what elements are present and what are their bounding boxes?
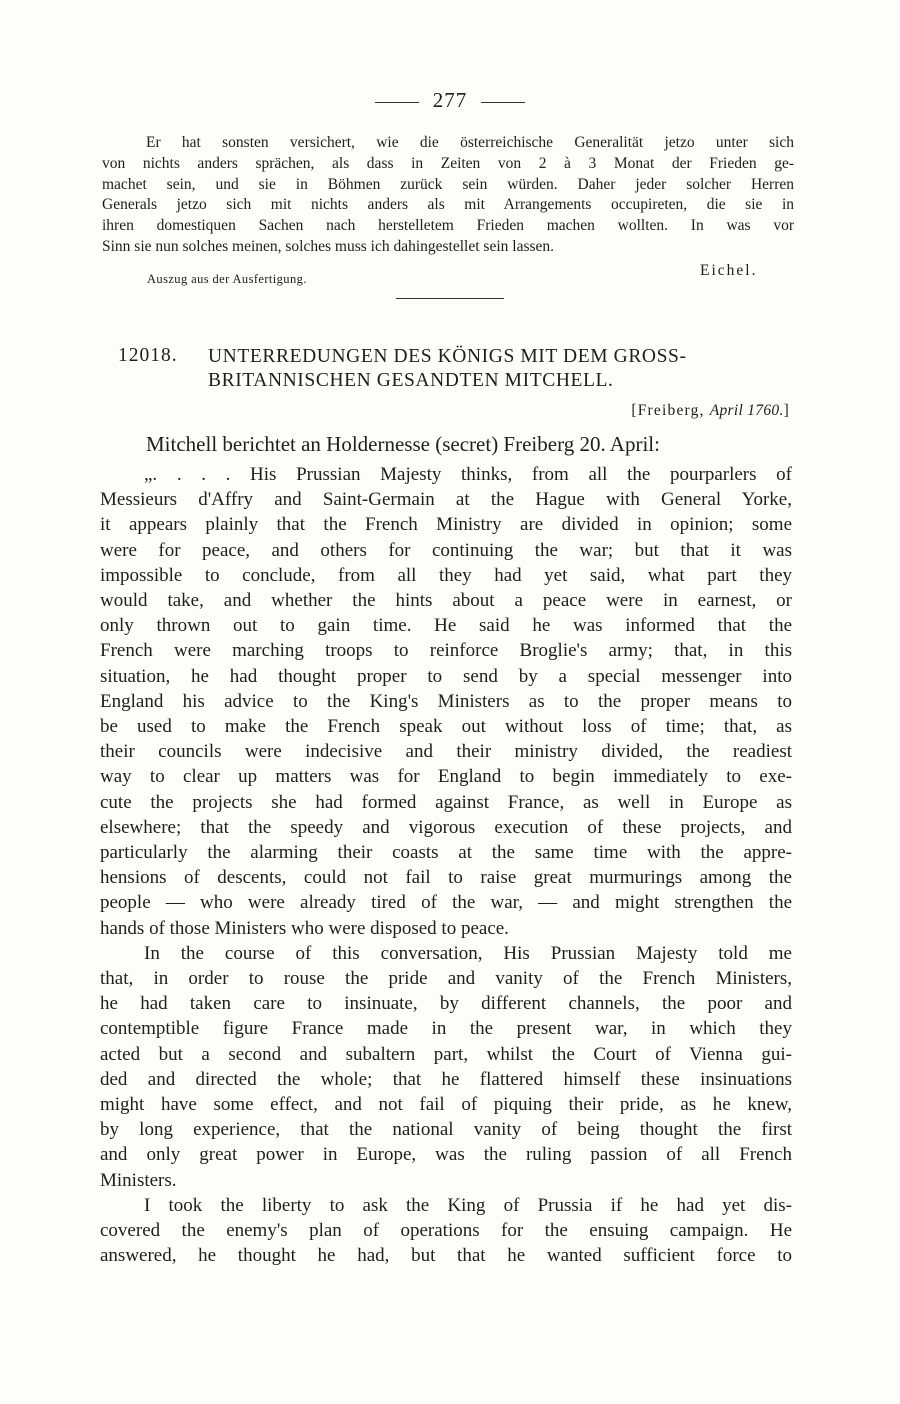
body-line: „. . . . His Prussian Majesty thinks, from all the pourparlers of <box>144 464 792 485</box>
body-line: particularly the alarming their coasts at the same time with the appre- <box>100 842 792 864</box>
body-line: by long experience, that the national vanity of being thought the first <box>100 1119 792 1141</box>
letter-line: machet sein, und sie in Böhmen zurück sein würden. Daher jeder solcher Herren <box>102 175 794 193</box>
body-line: were for peace, and others for continuing the war; but that it was <box>100 539 792 561</box>
body-line: he had taken care to insinuate, by different channels, the poor and <box>100 993 792 1015</box>
body-line: contemptible figure France made in the present war, in which they <box>100 1018 792 1040</box>
letter-end-paragraph <box>102 133 794 258</box>
body-line: people — who were already tired of the war, — and might strengthen the <box>100 892 792 914</box>
document-title <box>208 345 788 393</box>
place-date-close: ] <box>783 402 790 419</box>
body-line: hands of those Ministers who were disposed to peace. <box>100 917 509 939</box>
page-header <box>0 88 900 113</box>
page-number: 277 <box>432 88 468 112</box>
body-line: their councils were indecisive and their ministry divided, the readiest <box>100 741 792 763</box>
body-line: Messieurs d'Affry and Saint-Germain at the Hague with General Yorke, <box>100 489 792 511</box>
letter-line: ihren domestiquen Sachen nach herstelletem Frieden machen wollten. In was vor <box>102 217 794 235</box>
body-line: covered the enemy's plan of operations for the ensuing campaign. He <box>100 1220 792 1242</box>
title-line: BRITANNISCHEN GESANDTEN MITCHELL. <box>208 370 614 391</box>
body-line: I took the liberty to ask the King of Prussia if he had yet dis- <box>144 1194 792 1216</box>
body-line: would take, and whether the hints about a peace were in earnest, or <box>100 590 792 612</box>
body-line: that, in order to rouse the pride and vanity of the French Ministers, <box>100 968 792 990</box>
body-line: be used to make the French speak out without loss of time; that, as <box>100 716 792 738</box>
place-date-italic: April 1760. <box>709 402 784 419</box>
body-line: In the course of this conversation, His Prussian Majesty told me <box>144 942 792 964</box>
body-line: answered, he thought he had, but that he wanted sufficient force to <box>100 1245 792 1267</box>
source-note: Auszug aus der Ausfertigung. <box>147 272 307 286</box>
letter-line: Sinn sie nun solches meinen, solches muss ich dahingestellet sein lassen. <box>102 237 555 255</box>
body-line: only thrown out to gain time. He said he was informed that the <box>100 615 792 637</box>
letter-line: von nichts anders sprächen, als dass in Zeiten von 2 à 3 Monat der Frieden ge- <box>102 154 794 172</box>
place-date-open: [Freiberg, <box>631 402 710 419</box>
signature: Eichel. <box>700 262 758 279</box>
section-divider <box>396 298 504 299</box>
document-number: 12018. <box>118 345 178 366</box>
body-line: Ministers. <box>100 1169 177 1191</box>
body-line: way to clear up matters was for England to begin immediately to exe- <box>100 766 792 788</box>
report-body <box>100 462 792 1269</box>
body-line: it appears plainly that the French Ministry are divided in opinion; some <box>100 514 792 536</box>
body-line: elsewhere; that the speedy and vigorous execution of these projects, and <box>100 816 792 838</box>
body-line: and only great power in Europe, was the ruling passion of all French <box>100 1144 792 1166</box>
report-intro: Mitchell berichtet an Holdernesse (secret) Freiberg 20. April: <box>146 432 660 456</box>
header-dash-right <box>481 102 525 103</box>
body-line: impossible to conclude, from all they had yet said, what part they <box>100 564 792 586</box>
body-line: ded and directed the whole; that he flattered himself these insinuations <box>100 1068 792 1090</box>
letter-line: Er hat sonsten versichert, wie die österreichische Generalität jetzo unter sich <box>146 134 794 151</box>
body-line: acted but a second and subaltern part, whilst the Court of Vienna gui- <box>100 1043 792 1065</box>
letter-line: Generals jetzo sich mit nichts anders als mit Arrangements occupireten, die sie in <box>102 196 794 214</box>
title-line: UNTERREDUNGEN DES KÖNIGS MIT DEM GROSS- <box>208 346 687 367</box>
body-line: cute the projects she had formed against France, as well in Europe as <box>100 791 792 813</box>
place-date <box>560 402 790 420</box>
body-line: hensions of descents, could not fail to raise great murmurings among the <box>100 867 792 889</box>
header-dash-left <box>375 102 419 103</box>
body-line: England his advice to the King's Ministers as to the proper means to <box>100 690 792 712</box>
body-line: might have some effect, and not fail of piquing their pride, as he knew, <box>100 1094 792 1116</box>
body-line: French were marching troops to reinforce Broglie's army; that, in this <box>100 640 792 662</box>
body-line: situation, he had thought proper to send by a special messenger into <box>100 665 792 687</box>
